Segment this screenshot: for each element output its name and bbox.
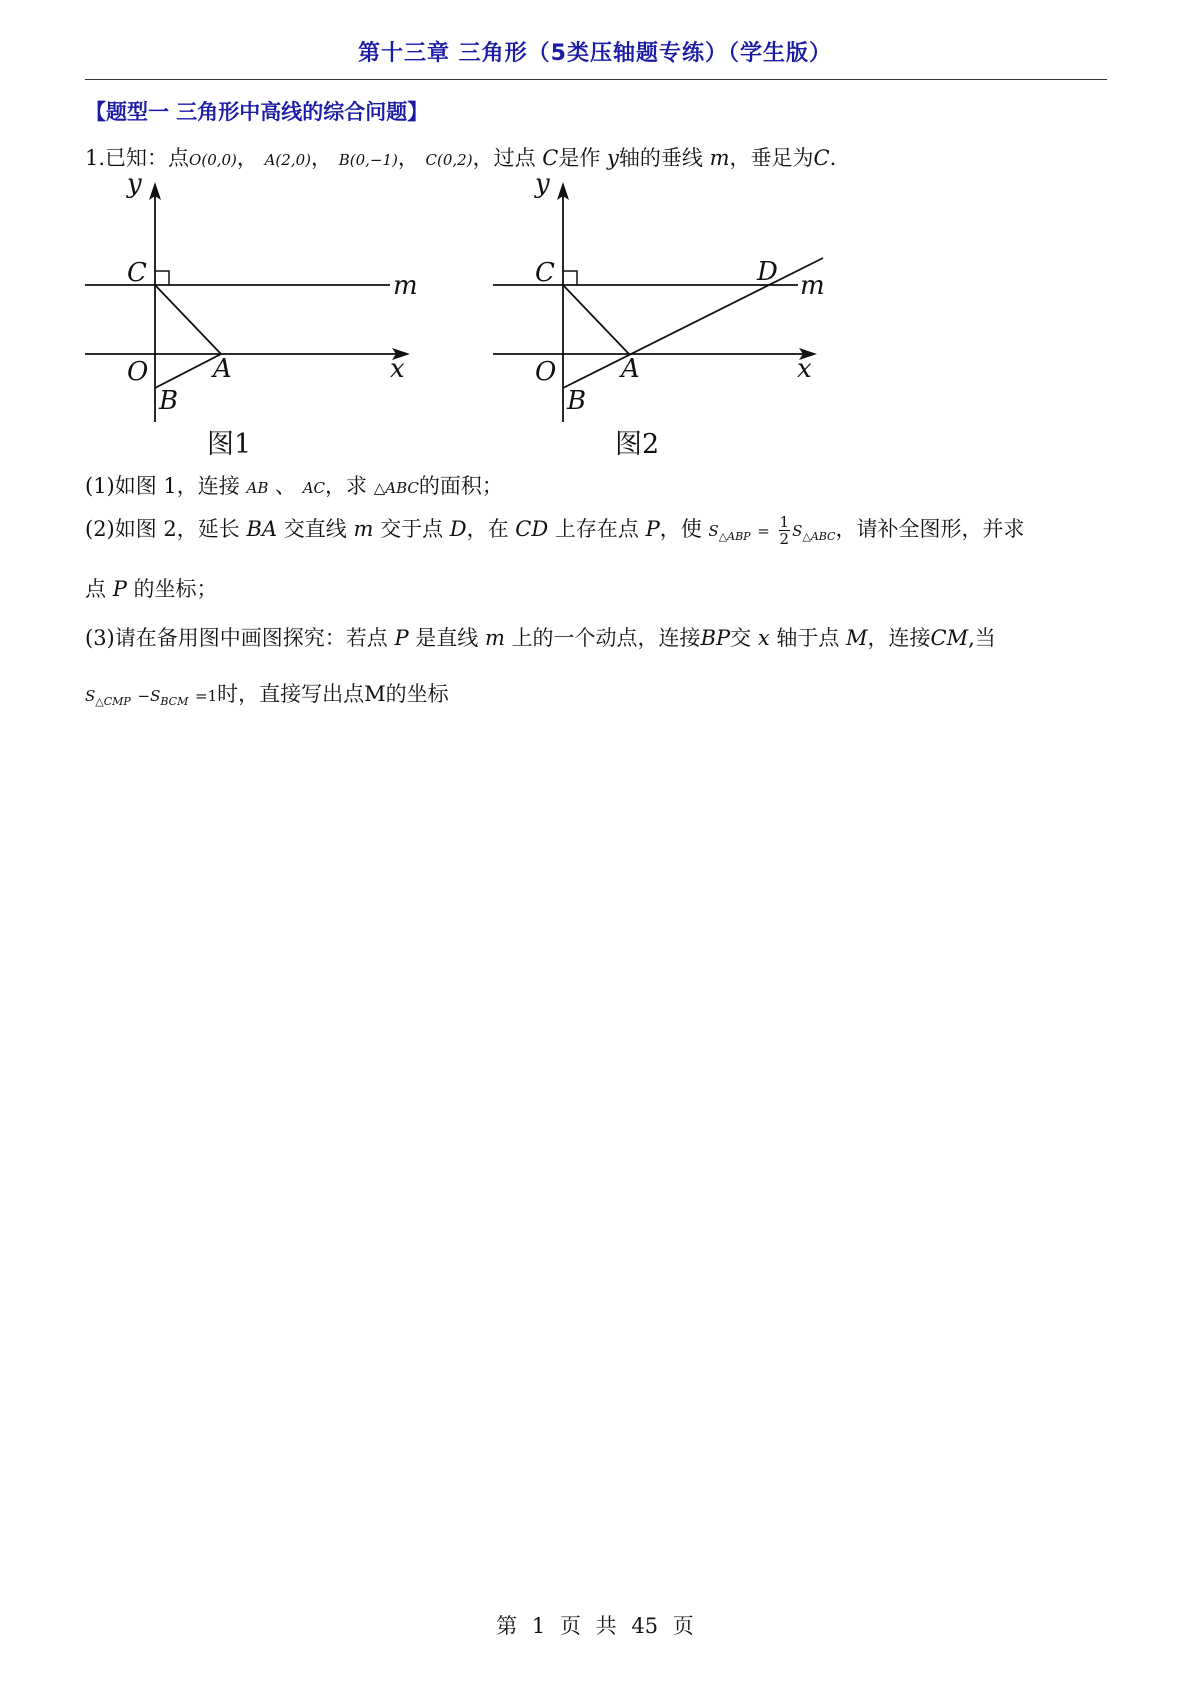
point-c: C(0,2) <box>425 151 473 169</box>
point-d: D <box>449 517 467 541</box>
intro-text: 1.已知：点 <box>85 146 190 170</box>
page-footer <box>0 1610 1190 1640</box>
q1-text: 的面积； <box>418 474 503 498</box>
figure-1-caption: 图1 <box>207 429 252 460</box>
q1-text: ，求 <box>325 474 368 498</box>
intro-text: ，垂足为 <box>729 146 814 170</box>
var-m: m <box>709 146 730 170</box>
intro-text: . <box>829 146 837 170</box>
label-o: O <box>127 357 149 387</box>
footer-text: 共 <box>595 1614 617 1638</box>
label-y: y <box>127 169 142 199</box>
label-c: C <box>127 258 147 288</box>
intro-text: 轴的垂线 <box>618 146 703 170</box>
point-p: P <box>394 626 409 650</box>
ray-ba-extended <box>563 258 823 388</box>
fraction-den: 2 <box>779 530 790 548</box>
footer-text: 页 <box>559 1614 581 1638</box>
q2-text: 上存在点 <box>554 517 639 541</box>
triangle-abc <box>155 285 221 388</box>
figure-2-caption: 图2 <box>615 429 660 460</box>
figure-1 <box>75 169 418 460</box>
seg-ba: BA <box>246 517 278 541</box>
footer-text: 第 <box>496 1614 518 1638</box>
var-x: x <box>757 626 770 650</box>
seg-cm: CM <box>930 626 969 650</box>
point-p: P <box>112 577 127 601</box>
label-a: A <box>213 354 232 384</box>
label-b: B <box>567 386 587 416</box>
figure-2 <box>485 170 835 460</box>
label-a: A <box>621 354 640 384</box>
label-y: y <box>535 169 550 199</box>
intro-sep: ， <box>311 146 332 170</box>
q2-text: ，在 <box>466 517 509 541</box>
right-angle-mark <box>155 271 169 285</box>
triangle-abc-symbol: △ABC <box>373 479 419 497</box>
section-title: 【题型一 三角形中高线的综合问题】 <box>85 100 429 124</box>
footer-text: 页 <box>672 1614 694 1638</box>
q3-text: ，连接 <box>867 626 931 650</box>
page-total: 45 <box>631 1614 659 1638</box>
header-rule <box>85 79 1107 80</box>
question-2-cont <box>85 573 218 603</box>
q3-text: ,当 <box>968 626 996 650</box>
seg-bp: BP <box>700 626 731 650</box>
label-x: x <box>797 354 812 384</box>
page-number: 1 <box>531 1614 546 1638</box>
area-s: S <box>150 687 161 705</box>
intro-sep: ， <box>236 146 258 170</box>
q2-text: 交于点 <box>380 517 444 541</box>
point-o: O(0,0) <box>189 151 237 169</box>
label-m: m <box>393 271 418 301</box>
q3-text: 上的一个动点，连接 <box>511 626 701 650</box>
question-3 <box>85 622 996 652</box>
point-b: B(0,−1) <box>338 151 398 169</box>
q2-text: 点 <box>85 577 106 601</box>
area-s: S <box>708 522 719 540</box>
minus: − <box>137 687 151 705</box>
area-sub: △ABC <box>802 530 836 543</box>
q3-text: 轴于点 <box>776 626 840 650</box>
q1-text: (1)如图 1，连接 <box>85 474 240 498</box>
var-y: y <box>607 146 619 170</box>
area-s: S <box>85 687 96 705</box>
label-m: m <box>800 271 825 301</box>
var-c: C <box>813 146 830 170</box>
var-c: C <box>542 146 559 170</box>
point-a: A(2,0) <box>264 151 311 169</box>
right-angle-mark <box>563 271 577 285</box>
seg-cd: CD <box>515 517 549 541</box>
q3-text: (3)请在备用图中画图探究：若点 <box>85 626 388 650</box>
equals-one: =1 <box>195 687 218 705</box>
label-o: O <box>535 357 557 387</box>
label-c: C <box>535 258 555 288</box>
seg-ab: AB <box>246 479 269 497</box>
equals: = <box>757 522 770 540</box>
area-sub: △CMP <box>95 695 131 708</box>
area-sub: △ABP <box>718 530 751 543</box>
label-b: B <box>159 386 179 416</box>
label-d: D <box>757 257 778 287</box>
q1-text: 、 <box>275 474 297 498</box>
q2-text: ，使 <box>659 517 702 541</box>
q2-text: 交直线 <box>283 517 347 541</box>
q3-text: 交 <box>730 626 752 650</box>
var-m: m <box>484 626 505 650</box>
question-3-cont <box>85 678 449 708</box>
q3-text: 是直线 <box>415 626 479 650</box>
label-x: x <box>390 354 405 384</box>
question-1 <box>85 470 503 500</box>
point-p: P <box>645 517 660 541</box>
fraction <box>779 514 791 547</box>
intro-text: ，过点 <box>472 146 536 170</box>
area-sub: BCM <box>160 695 189 708</box>
area-s: S <box>792 522 803 540</box>
seg-ac: AC <box>302 479 326 497</box>
q2-text: (2)如图 2，延长 <box>85 517 240 541</box>
point-m: M <box>846 626 868 650</box>
q3-text: 时，直接写出点M的坐标 <box>217 682 449 706</box>
intro-text: 是作 <box>558 146 601 170</box>
page-header-title: 第十三章 三角形（5类压轴题专练）（学生版） <box>358 41 832 66</box>
q2-text: ，请补全图形，并求 <box>835 517 1025 541</box>
var-m: m <box>353 517 374 541</box>
fraction-num: 1 <box>779 513 790 531</box>
intro-sep: ， <box>397 146 419 170</box>
segment-ca <box>563 285 629 354</box>
question-2 <box>85 513 1024 547</box>
q2-text: 的坐标； <box>133 577 218 601</box>
problem-intro <box>85 142 836 172</box>
